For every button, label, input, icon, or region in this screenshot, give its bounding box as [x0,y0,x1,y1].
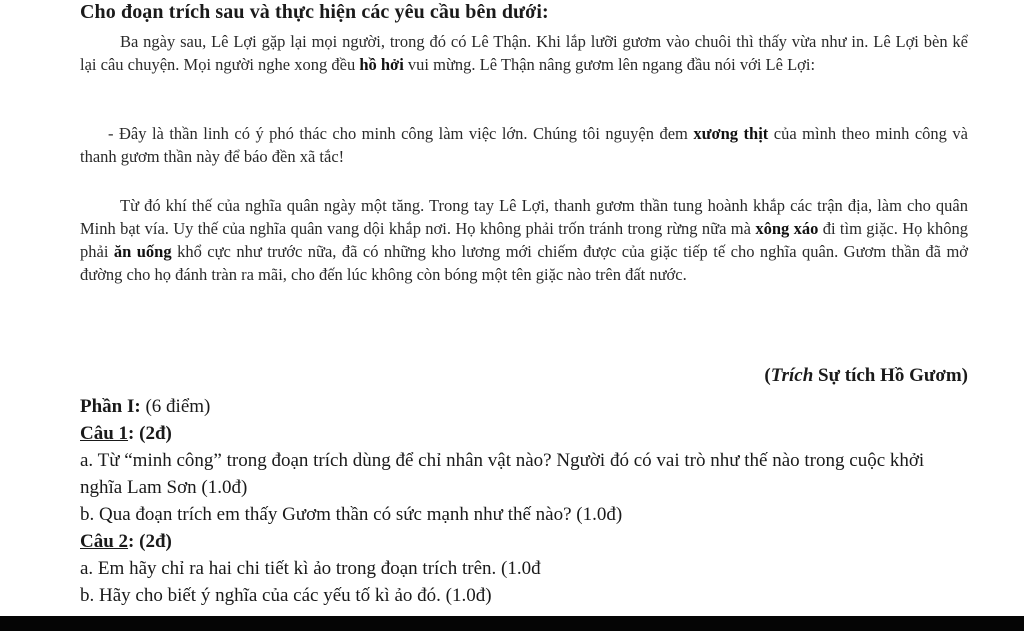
passage-text: - Đây là thần linh có ý phó thác cho minh công làm việc lớn. Chúng tôi nguyện đem [108,124,694,143]
passage-text: Từ đó khí thế của nghĩa quân ngày một tăng. Trong tay Lê Lợi, thanh gươm thần tung hoành khắp các trận địa, làm cho quân Minh bạt vía. Uy thế của nghĩa quân vang dội khắp nơi. Họ không phải trốn tránh trong rừng nữa mà [80,196,968,238]
part-1-title [80,393,980,420]
passage-bold-word: xương thịt [693,124,769,143]
source-paren: ( [764,365,771,386]
cau-1-title [80,420,980,447]
passage-paragraph-1 [80,30,968,76]
cau-2-points: : (2đ) [128,531,172,552]
bottom-black-bar [0,616,1024,631]
cau-1-question-b: b. Qua đoạn trích em thấy Gươm thần có sức mạnh như thế nào? (1.0đ) [80,504,623,525]
questions-section [80,393,980,609]
cau-2-title [80,528,980,555]
source-citation [764,365,968,387]
heading: Cho đoạn trích sau và thực hiện các yêu cầu bên dưới: [80,1,549,23]
passage-text: đi tìm giặc. Họ không phải [80,219,969,261]
passage-bold-word: xông xáo [755,219,819,238]
cau-2-label: Câu 2 [80,531,129,552]
passage-paragraph-2 [80,122,968,168]
source-title: Sự tích Hồ Gươm) [813,365,968,386]
cau-1-points: : (2đ) [128,423,172,444]
passage-text: của mình theo minh công và thanh gươm thần này để báo đền xã tắc! [80,124,968,166]
passage-bold-word: ăn uống [113,242,172,261]
passage-text: khổ cực như trước nữa, đã có những kho lương mới chiếm được của giặc tiếp tế cho nghĩa quân. Gươm thần đã mở đường cho họ đánh tràn ra mãi, cho đến lúc không còn bóng một tên giặc nào trên đất nước. [80,242,968,284]
passage-bold-word: hồ hởi [359,55,404,74]
cau-1-label: Câu 1 [80,423,129,444]
cau-2-question-b: b. Hãy cho biết ý nghĩa của các yếu tố kì ảo đó. (1.0đ) [80,585,492,606]
cau-2-question-a: a. Em hãy chỉ ra hai chi tiết kì ảo trong đoạn trích trên. (1.0đ [80,558,541,579]
part-1-label: Phần I: [80,396,141,417]
cau-1-question-a: a. Từ “minh công” trong đoạn trích dùng để chỉ nhân vật nào? Người đó có vai trò như thế nào trong cuộc khởi nghĩa Lam Sơn (1.0đ) [80,450,925,498]
passage-paragraph-3 [80,194,968,286]
part-1-points: (6 điểm) [140,396,211,417]
passage-text: vui mừng. Lê Thận nâng gươm lên ngang đầu nói với Lê Lợi: [403,55,816,74]
source-trich: Trích [770,365,814,386]
passage-text: Ba ngày sau, Lê Lợi gặp lại mọi người, trong đó có Lê Thận. Khi lắp lưỡi gươm vào chuôi thì thấy vừa như in. Lê Lợi bèn kể lại câu chuyện. Mọi người nghe xong đều [80,32,968,74]
